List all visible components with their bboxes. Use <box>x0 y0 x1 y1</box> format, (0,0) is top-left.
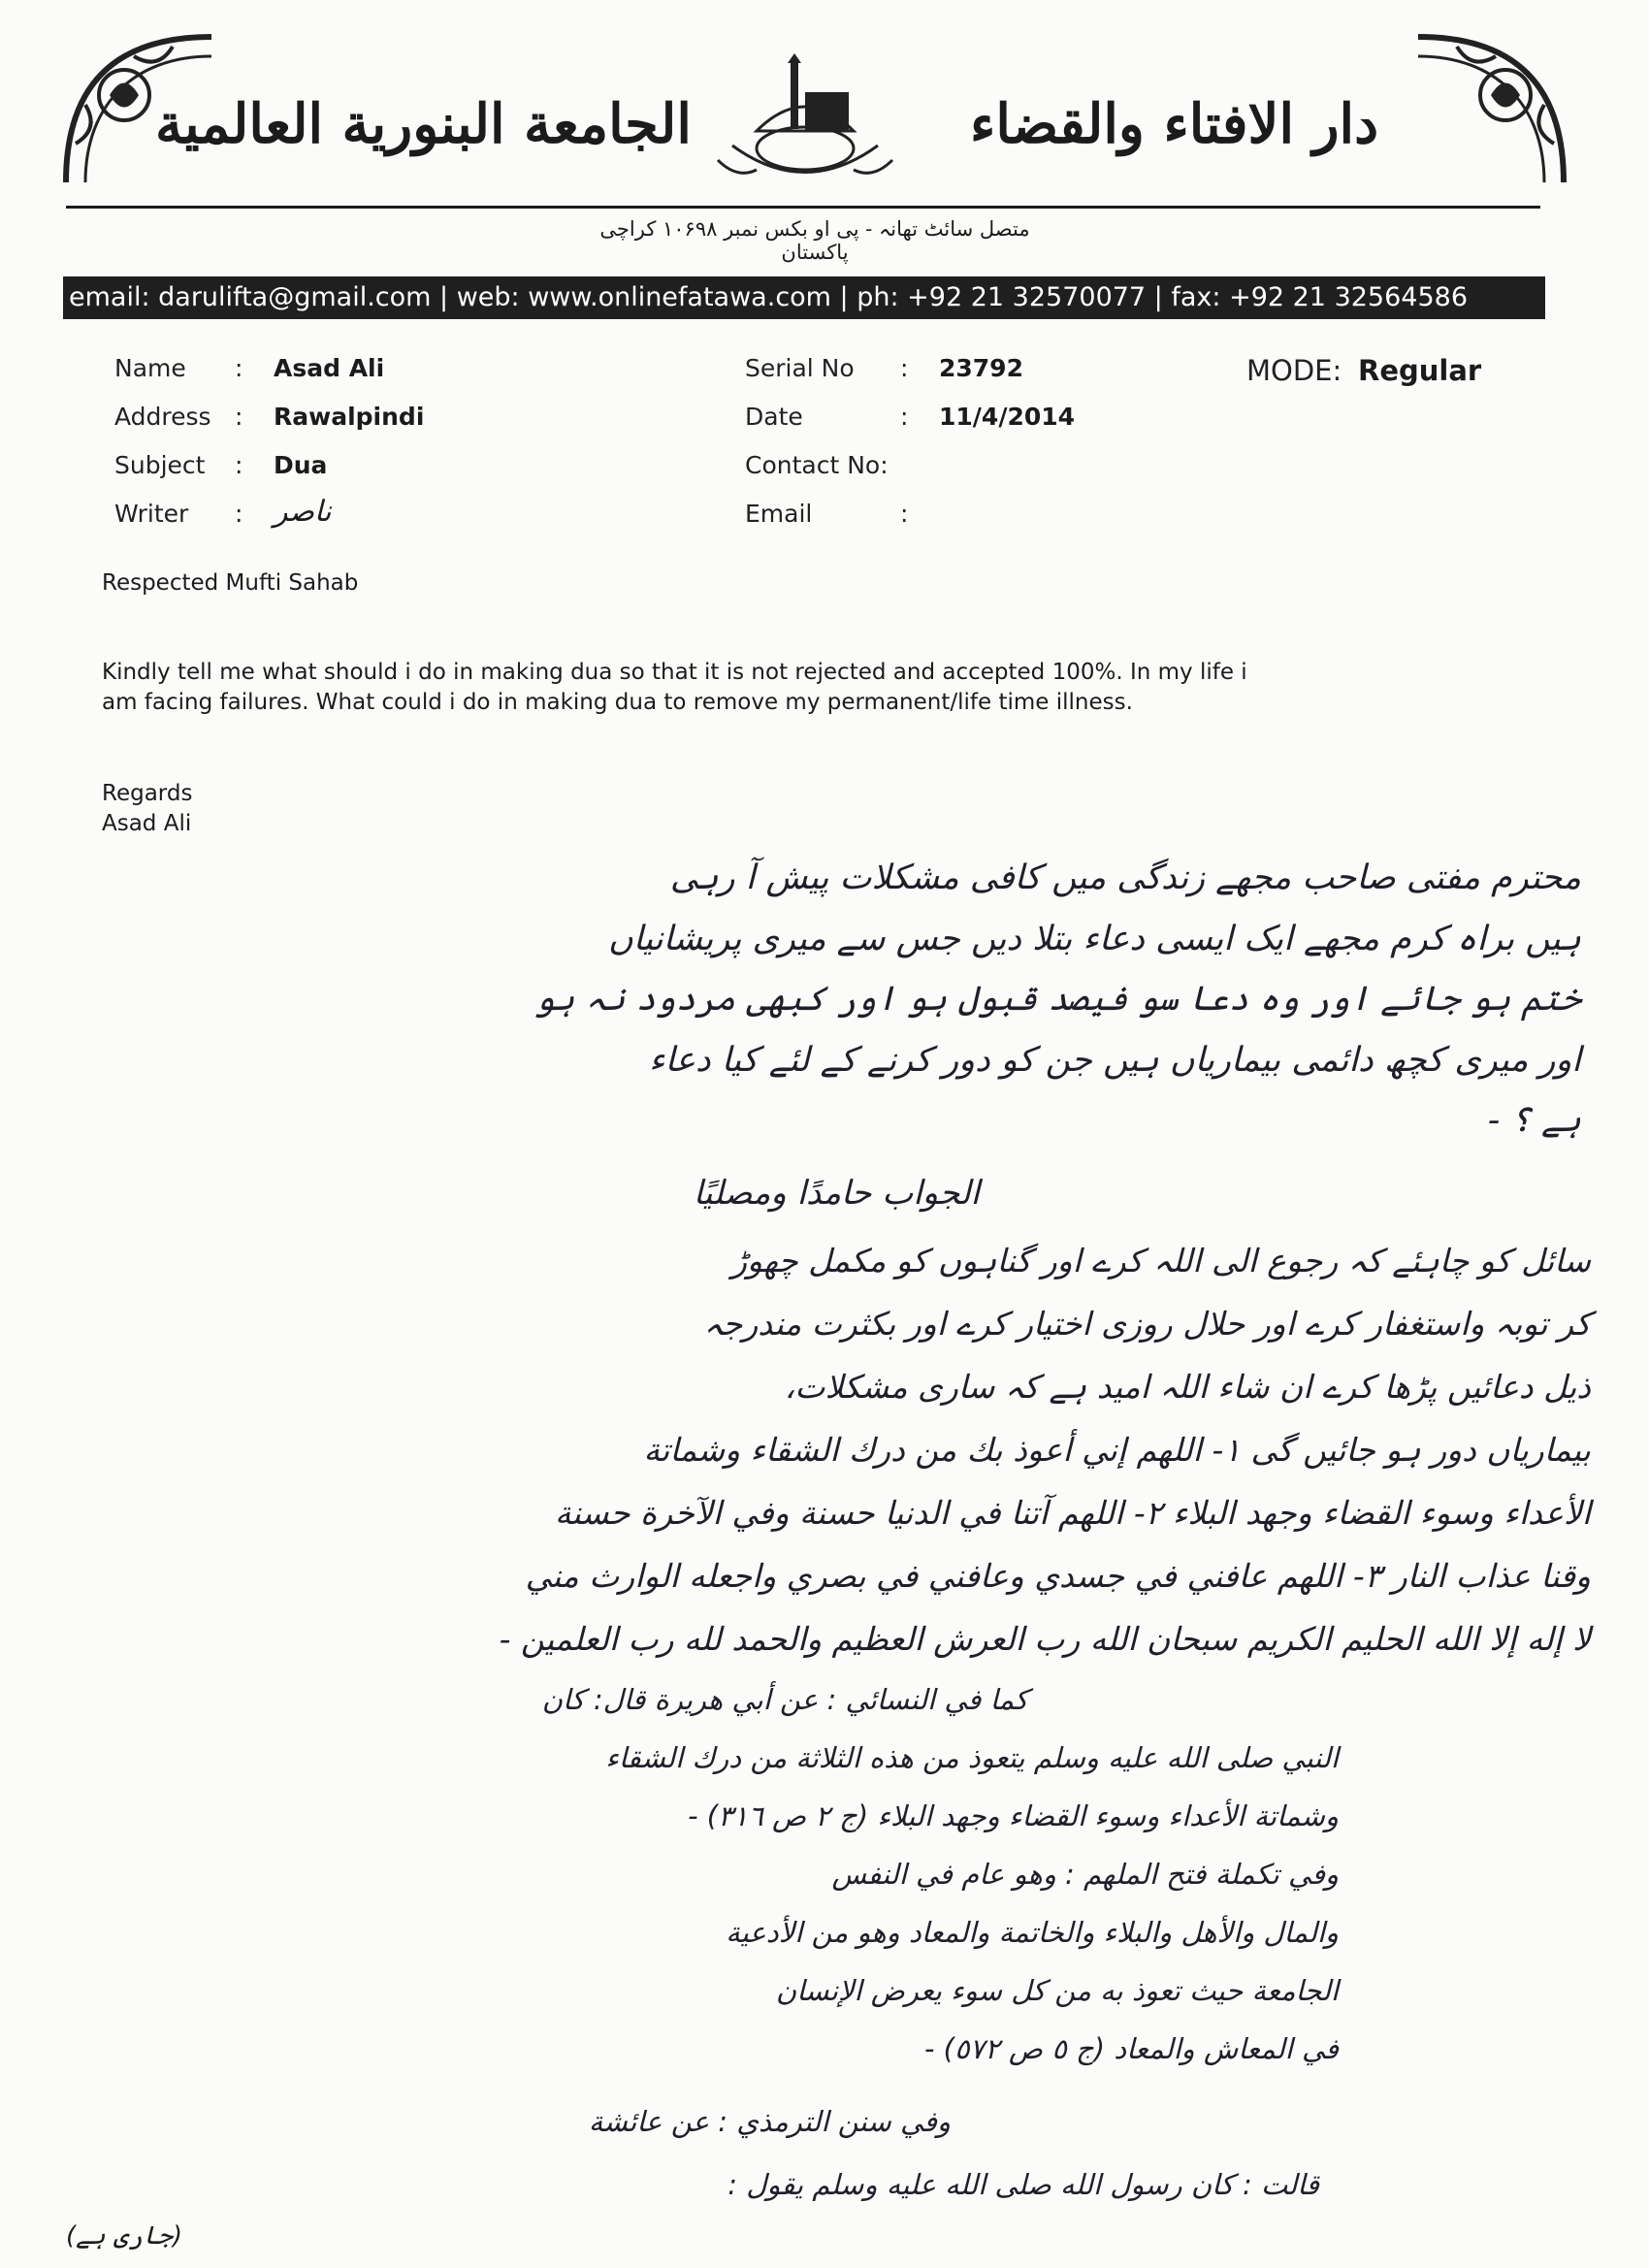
date-colon: : <box>900 403 909 431</box>
reference-line-4: وفي تكملة فتح الملهم : وهو عام في النفس <box>831 1858 1339 1891</box>
name-value: Asad Ali <box>274 354 385 382</box>
reference-line-1: كما في النسائي : عن أبي هريرة قال: كان <box>541 1683 1028 1716</box>
email-label: Email <box>745 500 813 528</box>
address-value: Rawalpindi <box>274 403 425 431</box>
header-divider <box>66 206 1540 209</box>
answer-line-6: وقنا عذاب النار ٣- اللهم عافني في جسدي وعافني في بصري واجعله الوارث مني <box>525 1557 1591 1595</box>
mode-value: Regular <box>1358 354 1482 387</box>
question-line-2: ہیں براہ کرم مجھے ایک ایسی دعاء بتلا دیں جس سے میری پریشانیاں <box>608 920 1581 958</box>
letter-body-line-1: Kindly tell me what should i do in making dua so that it is not rejected and accepted 100%. In my life i <box>102 660 1247 685</box>
writer-label: Writer <box>114 500 189 528</box>
date-label: Date <box>745 403 803 431</box>
subject-value: Dua <box>274 451 328 479</box>
subject-colon: : <box>235 451 243 479</box>
header-address: متصل سائٹ تھانہ - پی او بکس نمبر ۱۰۶۹۸ کراچی پاکستان <box>599 217 1030 264</box>
letter-body-line-2: am facing failures. What could i do in making dua to remove my permanent/life time illness. <box>102 690 1133 715</box>
letter-salutation: Respected Mufti Sahab <box>102 570 359 596</box>
contact-no-label: Contact No: <box>745 451 889 479</box>
serial-colon: : <box>900 354 909 382</box>
institution-name-arabic: الجامعة البنورية العالمية <box>155 92 692 156</box>
address-label: Address <box>114 403 211 431</box>
answer-line-2: کر توبہ واستغفار کرے اور حلال روزی اختیار کرے اور بکثرت مندرجہ <box>703 1305 1591 1343</box>
name-colon: : <box>235 354 243 382</box>
question-line-5: ہے ؟ - <box>1487 1101 1581 1140</box>
answer-line-5: الأعداء وسوء القضاء وجهد البلاء ٢- اللهم آتنا في الدنيا حسنة وفي الآخرة حسنة <box>554 1494 1591 1532</box>
serial-value: 23792 <box>939 354 1023 382</box>
name-label: Name <box>114 354 186 382</box>
answer-line-4: بیماریاں دور ہو جائیں گی ١- اللهم إني أعوذ بك من درك الشقاء وشماتة <box>643 1431 1591 1469</box>
address-colon: : <box>235 403 243 431</box>
continued-note: (جاری ہے) <box>66 2221 182 2251</box>
reference-line-7: في المعاش والمعاد (ج ٥ ص ٥٧٢) - <box>923 2032 1339 2065</box>
reference-line-3: وشماتة الأعداء وسوء القضاء وجهد البلاء (ج ٢ ص ٣١٦) - <box>688 1799 1339 1832</box>
reference-line-2: النبي صلى الله عليه وسلم يتعوذ من هذه الثلاثة من درك الشقاء <box>605 1741 1339 1774</box>
answer-heading: الجواب حامدًا ومصليًا <box>693 1174 980 1213</box>
writer-colon: : <box>235 500 243 528</box>
corner-ornament-right-icon <box>1408 27 1573 192</box>
mosque-emblem-icon <box>698 53 912 189</box>
reference-line-8: وفي سنن الترمذي : عن عائشة <box>588 2105 951 2138</box>
answer-line-7: لا إله إلا الله الحليم الكريم سبحان الله رب العرش العظيم والحمد لله رب العلمين - <box>499 1620 1591 1658</box>
answer-line-3: ذیل دعائیں پڑھا کرے ان شاء اللہ امید ہے کہ ساری مشکلات، <box>784 1368 1591 1406</box>
question-line-4: اور میری کچھ دائمی بیماریاں ہیں جن کو دور کرنے کے لئے کیا دعاء <box>649 1041 1581 1080</box>
subject-label: Subject <box>114 451 206 479</box>
answer-line-1: سائل کو چاہئے کہ رجوع الی اللہ کرے اور گناہوں کو مکمل چھوڑ <box>731 1242 1591 1280</box>
writer-signature: ناصر <box>274 495 332 529</box>
letter-sender: Asad Ali <box>102 811 192 836</box>
email-colon: : <box>900 500 909 528</box>
serial-label: Serial No <box>745 354 855 382</box>
reference-line-5: والمال والأهل والبلاء والخاتمة والمعاد وهو من الأدعية <box>726 1916 1339 1949</box>
question-line-1: محترم مفتی صاحب مجھے زندگی میں کافی مشکلات پیش آ رہی <box>669 859 1581 897</box>
letter-regards: Regards <box>102 781 193 806</box>
reference-line-9: قالت : كان رسول الله صلى الله عليه وسلم يقول : <box>728 2168 1319 2201</box>
reference-line-6: الجامعة حيث تعوذ به من كل سوء يعرض الإنسان <box>775 1974 1339 2007</box>
question-line-3: ختم ہو جائے اور وہ دعا سو فیصد قبول ہو اور کبھی مردود نہ ہو <box>534 980 1581 1019</box>
date-value: 11/4/2014 <box>939 403 1076 431</box>
contact-bar: email: darulifta@gmail.com | web: www.onlinefatawa.com | ph: +92 21 32570077 | fax: +92 21 32564586 <box>63 276 1545 319</box>
department-name-arabic: دار الافتاء والقضاء <box>970 92 1379 156</box>
mode-label: MODE: <box>1246 354 1342 387</box>
